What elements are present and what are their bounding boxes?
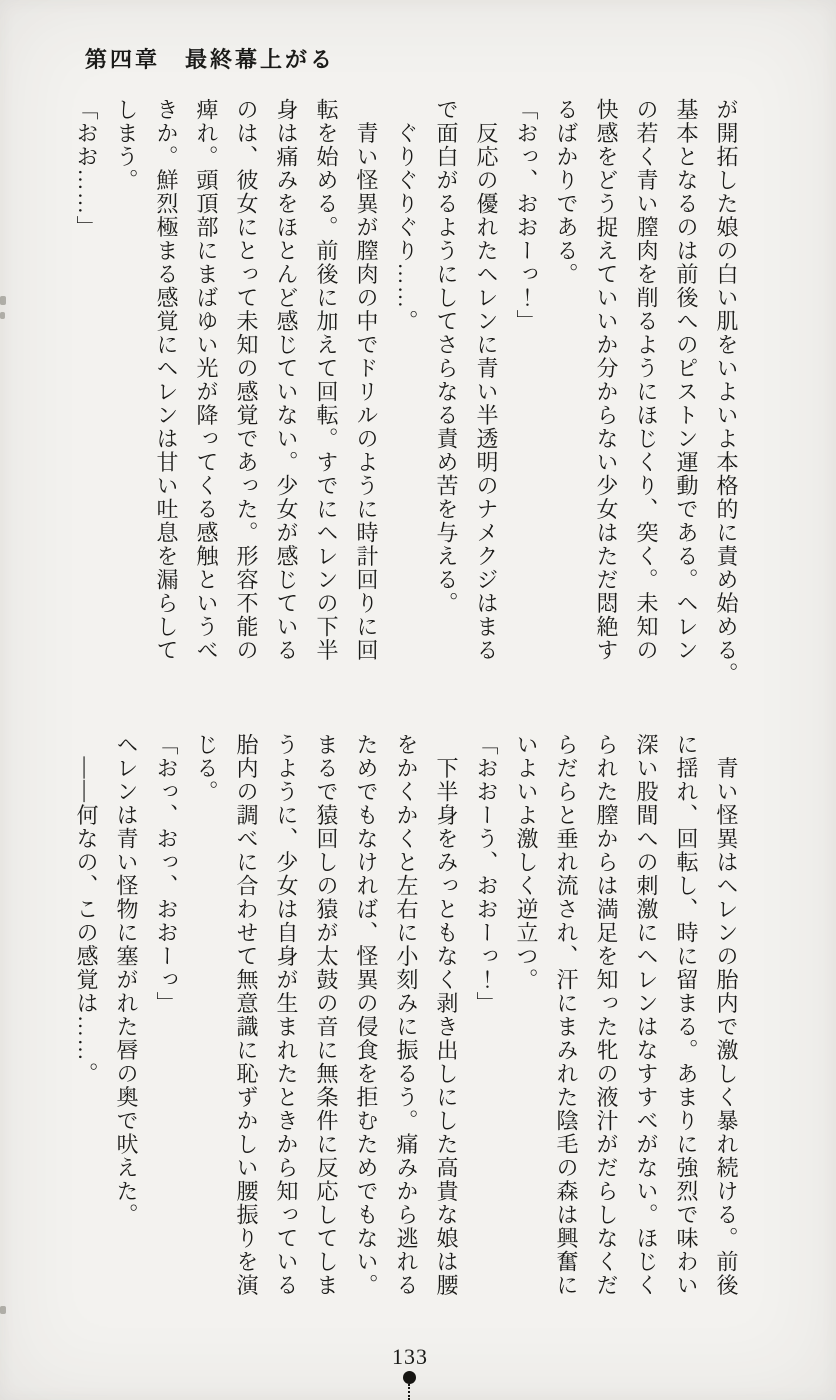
text-column: まるで猿回しの猿が太鼓の音に無条件に反応してしま <box>314 733 339 1297</box>
page-number: 133 <box>392 1344 428 1369</box>
text-column: 下半身をみっともなく剥き出しにした高貴な娘は腰 <box>434 733 459 1297</box>
dotted-tail-ornament <box>408 1384 410 1400</box>
dialogue-column: 「おっ、おおーっ！」 <box>514 98 539 333</box>
text-block-top <box>62 98 746 686</box>
text-column: のは、彼女にとって未知の感覚であった。形容不能の <box>234 98 259 662</box>
scan-artifact <box>0 312 5 319</box>
text-column: 反応の優れたヘレンに青い半透明のナメクジはまる <box>474 98 499 662</box>
text-column: に揺れ、回転し、時に留まる。あまりに強烈で味わい <box>674 733 699 1297</box>
scan-artifact <box>0 296 6 305</box>
text-column: 痺れ。頭頂部にまばゆい光が降ってくる感触というべ <box>194 98 219 662</box>
dialogue-column: 「おおーう、おおーっ！」 <box>474 733 499 1015</box>
dialogue-column: 「おお……」 <box>74 98 99 239</box>
text-column: 転を始める。前後に加えて回転。すでにヘレンの下半 <box>314 98 339 662</box>
text-column: られた膣からは満足を知った牝の液汁がだらしなくだ <box>594 733 619 1297</box>
text-column: で面白がるようにしてさらなる責め苦を与える。 <box>434 98 459 615</box>
footer-ornament <box>401 1371 417 1400</box>
text-column: 深い股間への刺激にヘレンはなすすべがない。ほじく <box>634 733 659 1297</box>
text-column: うように、少女は自身が生まれたときから知っている <box>274 733 299 1297</box>
text-column: きか。鮮烈極まる感覚にヘレンは甘い吐息を漏らして <box>154 98 179 662</box>
text-column: 青い怪異が膣肉の中でドリルのように時計回りに回 <box>354 98 379 662</box>
text-column: が開拓した娘の白い肌をいよいよ本格的に責め始める。 <box>714 98 739 686</box>
text-column: をかくかくと左右に小刻みに振るう。痛みから逃れる <box>394 733 419 1297</box>
text-column: ためでもなければ、怪異の侵食を拒むためでもない。 <box>354 733 379 1297</box>
dialogue-column: 「おっ、おっ、おおーっ」 <box>154 733 179 1015</box>
text-column: 快感をどう捉えていいか分からない少女はただ悶絶す <box>594 98 619 662</box>
chapter-header: 第四章 最終幕上がる <box>85 47 336 72</box>
text-column: 身は痛みをほとんど感じていない。少女が感じている <box>274 98 299 662</box>
text-block-bottom <box>62 733 746 1305</box>
text-column: 基本となるのは前後へのピストン運動である。ヘレン <box>674 98 699 662</box>
text-column: じる。 <box>194 733 219 804</box>
text-column: 青い怪異はヘレンの胎内で激しく暴れ続ける。前後 <box>714 733 739 1297</box>
scan-artifact <box>0 1306 6 1314</box>
text-column: しまう。 <box>114 98 139 192</box>
text-column: の若く青い膣肉を削るようにほじくり、突く。未知の <box>634 98 659 662</box>
text-column: いよいよ激しく逆立つ。 <box>514 733 539 992</box>
dot-ornament-icon <box>403 1371 416 1384</box>
text-column: ぐりぐりぐり……。 <box>394 98 419 333</box>
text-column: ——何なの、この感覚は……。 <box>74 733 99 1086</box>
text-column: ヘレンは青い怪物に塞がれた唇の奥で吠えた。 <box>114 733 139 1227</box>
text-column: るばかりである。 <box>554 98 579 286</box>
text-column: らだらと垂れ流され、汗にまみれた陰毛の森は興奮に <box>554 733 579 1297</box>
text-column: 胎内の調べに合わせて無意識に恥ずかしい腰振りを演 <box>234 733 259 1297</box>
